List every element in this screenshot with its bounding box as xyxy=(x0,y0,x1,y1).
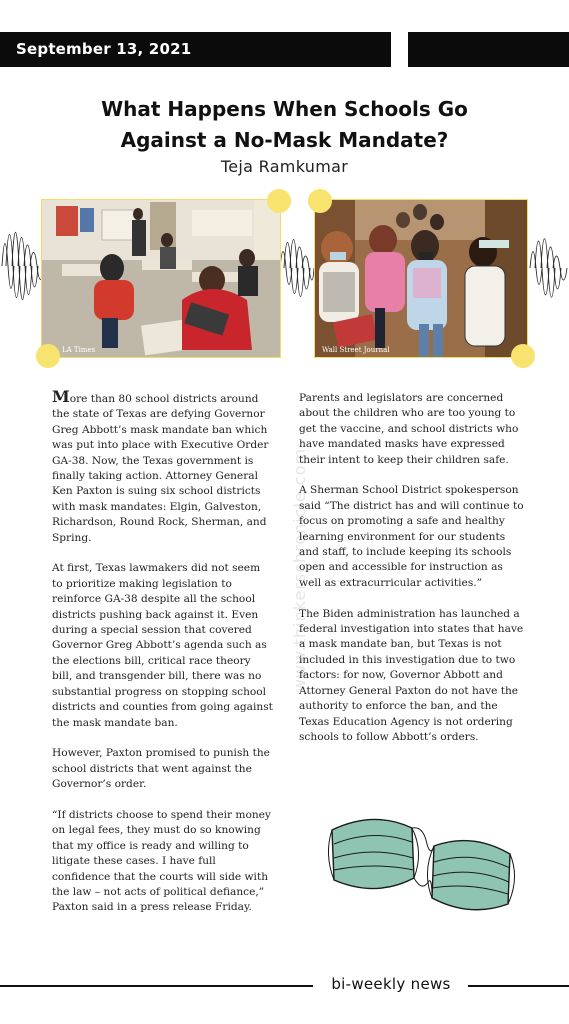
article-title-line2: Against a No-Mask Mandate? xyxy=(120,128,449,152)
paragraph-5: Parents and legislators are concerned about the children who are too young to get the vaccine, and school districts who have mandated masks have expressed their intent to keep their children safe. xyxy=(299,392,519,466)
sound-wave-icon xyxy=(0,216,46,316)
accent-dot xyxy=(36,344,60,368)
publication-date: September 13, 2021 xyxy=(16,40,192,58)
photo-classroom xyxy=(41,199,281,358)
paragraph-3: However, Paxton promised to punish the school districts that went against the Governor’s order. xyxy=(52,747,270,791)
article-column-right xyxy=(299,391,524,761)
footer-label: bi-weekly news xyxy=(331,975,451,993)
article-title xyxy=(60,94,509,156)
footer-divider-left xyxy=(0,985,313,987)
paragraph-2: At first, Texas lawmakers did not seem to prioritize making legislation to reinforce GA-38 despite all the school districts pushing back against it. Even during a special session that covered Governor Greg Abbott’s agenda such as the elections bill, critical race theory bill, and transgender bill, there was no substantial progress on stopping school districts and counties from going against the mask mandate ban. xyxy=(52,562,273,729)
paragraph-1-text: ore than 80 school districts around the state of Texas are defying Governor Greg Abbott’s mask mandate ban which was put into place with Executive Order GA-38. Now, the Texas government is finally taking action. Attorney General Ken Paxton is suing six school districts with mask mandates: Elgin, Galveston, Richardson, Round Rock, Sherman, and Spring. xyxy=(52,393,269,544)
photo-credit-left: LA Times xyxy=(62,346,96,354)
date-bar xyxy=(0,32,391,67)
paragraph-7: The Biden administration has launched a federal investigation into states that have a mask mandate ban, but Texas is not included in this investigation due to two factors: for now, Governor Abbott and Attorney General Paxton do not have the authority to enforce the ban, and the Texas Education Agency is not ordering schools to follow Abbott’s orders. xyxy=(299,607,524,743)
accent-dot xyxy=(308,189,332,213)
footer-divider-right xyxy=(468,985,569,987)
photo-students-hallway xyxy=(314,199,528,358)
drop-cap: M xyxy=(52,387,70,406)
paragraph-1 xyxy=(52,389,274,546)
accent-dot xyxy=(511,344,535,368)
paragraph-4: “If districts choose to spend their money on legal fees, they must do so knowing that my office is ready and willing to litigate these cases. I have full confidence that the courts will side with the law – not acts of political defiance,” Paxton said in a press release Friday. xyxy=(52,808,271,914)
accent-dot xyxy=(267,189,291,213)
photo-credit-right: Wall Street Journal xyxy=(322,346,390,354)
paragraph-6: A Sherman School District spokesperson said “The district has and will continue to focus on promoting a safe and healthy learning environment for our students and staff, to include keeping its schools open and accessible for instruction as well as extracurricular activities.” xyxy=(299,484,524,589)
header-bar-right xyxy=(408,32,569,67)
article-column-left xyxy=(52,389,274,931)
article-title-line1: What Happens When Schools Go xyxy=(101,97,468,121)
watermark-text: www.thinkerschronicle.com xyxy=(290,447,309,693)
sound-wave-icon xyxy=(528,226,569,310)
mask-illustration-icon xyxy=(322,806,522,924)
article-author: Teja Ramkumar xyxy=(220,157,349,176)
sound-wave-icon xyxy=(279,226,315,310)
